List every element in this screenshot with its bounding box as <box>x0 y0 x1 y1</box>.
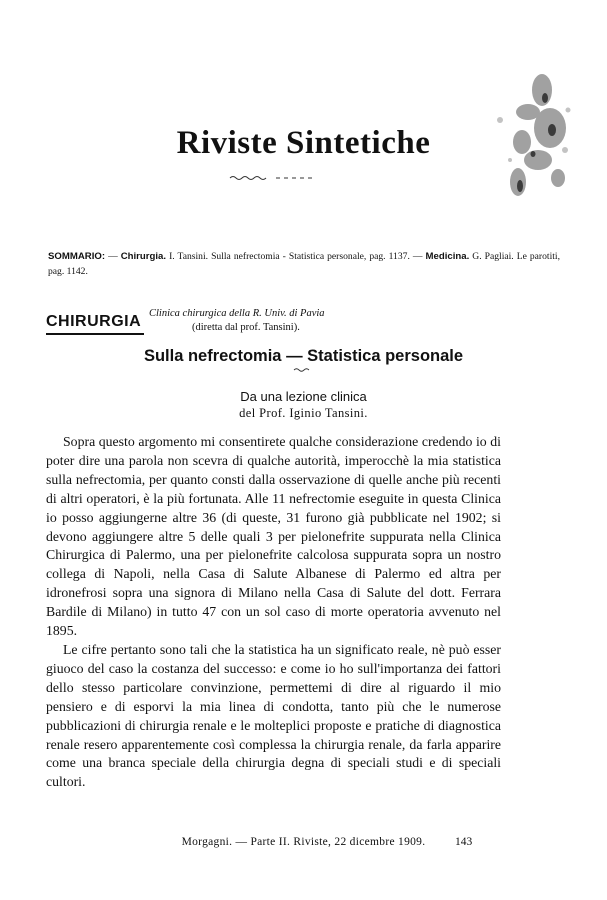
paragraph: Sopra questo argomento mi consentirete qualche considerazione credendo io di poter dire una parola non scevra di qualche autorità, imperocchè la mia statistica sulla nefrectomia, per quanto consti dalla osservazione di quelle anche più recenti di altri operatori, è la più fortunata. Alle 11 nefrectomie eseguite in questa Clinica io posso aggiungerne altre 36 (di queste, 31 furono già pubblicate nel 1902; si devono aggiungere altre 5 delle quali 3 per pielonefrite suppurata nella Clinica Chirurgica di Palermo, una per pielonefrite calcolosa suppurata sopra un nostro collega di Napoli, nella Casa di Salute Albanese di Palermo ed altra per idronefrosi sopra una signora di Milano nella Casa di Salute del dott. Ferrara Bardile di Milano) in tutto 47 con un sol caso di morte operatoria avvenuto nel 1895. <box>46 434 501 639</box>
summary <box>48 249 560 279</box>
footer <box>0 836 607 850</box>
paragraph: Le cifre pertanto sono tali che la statistica ha un significato reale, nè può esser giuoco del caso la costanza del successo: e come io ho sull'importanza dei fattori dello stesso particolare convinzione, permettemi di dire al riguardo il mio pensiero e di esporvi la mia linea di condotta, tanto più che le numerose pubblicazioni di chirurgia renale e le molteplici proposte e pratiche di diagnostica renale resero apparentemente così complessa la chirurgia renale, da farla apparire come una branca speciale della chirurgia degna di speciali studi e di speciali cultori. <box>46 641 501 790</box>
professor-line: del Prof. Iginio Tansini. <box>239 406 368 420</box>
section-underline <box>46 333 144 335</box>
footer-citation: Morgagni. — Parte II. Riviste, 22 dicembre 1909. <box>181 836 426 848</box>
article-body <box>46 433 501 792</box>
clinic-line: Clinica chirurgica della R. Univ. di Pavia <box>149 308 325 319</box>
summary-label: SOMMARIO: <box>48 251 106 262</box>
section-label: CHIRURGIA <box>46 313 142 330</box>
director-line: (diretta dal prof. Tansini). <box>192 322 300 333</box>
title-ornament <box>228 174 320 182</box>
summary-part1: — <box>108 251 121 262</box>
summary-part2: I. Tansini. Sulla nefrectomia - Statistica personale, pag. 1137. — <box>166 251 426 262</box>
page-number: 143 <box>455 836 473 848</box>
article-title: Sulla nefrectomia — Statistica personale <box>143 347 464 365</box>
summary-medicina: Medicina. <box>425 251 470 262</box>
page-title: Riviste Sintetiche <box>176 125 431 161</box>
lecture-line: Da una lezione clinica <box>240 389 367 404</box>
summary-part3: G. Pagliai. Le parotiti, pag. 1142. <box>48 251 560 277</box>
article-ornament <box>293 367 313 373</box>
summary-chirurgia: Chirurgia. <box>120 251 167 262</box>
